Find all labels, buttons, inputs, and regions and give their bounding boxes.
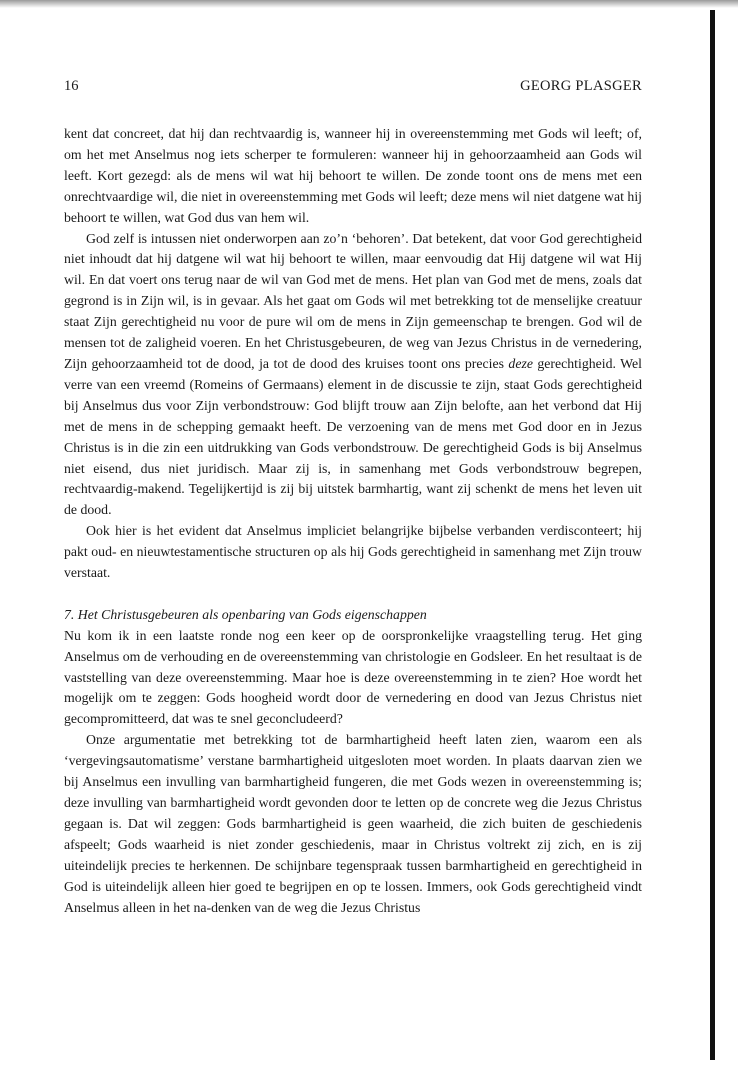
paragraph-2: [64, 229, 642, 522]
paragraph-5: Onze argumentatie met betrekking tot de barmhartigheid heeft laten zien, waarom een als ‘vergevingsautomatisme’ verstane barmhartigheid uitgesloten moet worden. In plaats daarvan zien we bij Anselmus een invulling van barmhartigheid fungeren, die met Gods wezen in overeenstemming is; deze invulling van barmhartigheid wordt gevonden door te letten op de concrete weg die Jezus Christus gegaan is. Dat wil zeggen: Gods barmhartigheid is geen waarheid, die zich buiten de geschiedenis afspeelt; Gods waarheid is niet zonder geschiedenis, maar in Christus voltrekt zij zich, en is zij uiteindelijk precies te herkennen. De schijnbare tegenspraak tussen barmhartigheid en gerechtigheid in God is uiteindelijk alleen hier goed te begrijpen en op te lossen. Immers, ook Gods gerechtigheid vindt Anselmus alleen in het na-denken van de weg die Jezus Christus: [64, 732, 642, 915]
paragraph-1: kent dat concreet, dat hij dan rechtvaardig is, wanneer hij in overeenstemming met Gods wil leeft; of, om het met Anselmus nog iets scherper te formuleren: wanneer hij in gehoorzaamheid aan Gods wil leeft. Kort gezegd: als de mens wil wat hij behoort te willen. De zonde toont ons de mens met een onrechtvaardige wil, die niet in overeenstemming met Gods wil leeft; deze mens wil niet datgene wat hij behoort te willen, wat God dus van hem wil.: [64, 126, 642, 225]
paragraph-2-part-1: God zelf is intussen niet onderworpen aan zo’n ‘behoren’. Dat betekent, dat voor God gerechtigheid niet inhoudt dat hij datgene wil wat hij behoort te willen, maar eenvoudig dat Hij datgene wil wat Hij wil. En dat voert ons terug naar de wil van God met de mens. Het plan van God met de mens, zoals dat gegrond is in Zijn wil, is in gevaar. Als het gaat om Gods wil met betrekking tot de menselijke creatuur staat Zijn gerechtigheid nu voor de pure wil om de mens in Zijn gemeenschap te brengen. God wil de mensen tot de zaligheid voeren. En het Christusgebeuren, de weg van Jezus Christus in de vernedering, Zijn gehoorzaamheid tot de dood, ja tot de dood des kruises toont ons precies: [64, 230, 642, 371]
section-heading: 7. Het Christusgebeuren als openbaring van Gods eigenschappen: [64, 606, 427, 622]
book-page: [64, 78, 642, 918]
scan-right-edge: [710, 10, 715, 1060]
paragraph-4: Nu kom ik in een laatste ronde nog een keer op de oorspronkelijke vraagstelling terug. Het ging Anselmus om de verhouding en de overeenstemming van christologie en Godsleer. En het resultaat is de vaststelling van deze overeenstemming. Maar hoe is deze overeenstemming in te zien? Hoe wordt het mogelijk om te zeggen: Gods hoogheid wordt door de vernedering en dood van Jezus Christus niet gecompromitteerd, dat was te snel geconcludeerd?: [64, 627, 642, 727]
body-text: [64, 124, 642, 918]
running-head: [64, 78, 642, 98]
emphasis-deze: deze: [508, 355, 533, 371]
page-number: 16: [64, 78, 79, 94]
paragraph-3: Ook hier is het evident dat Anselmus impliciet belangrijke bijbelse verbanden verdisconteert; hij pakt oud- en nieuwtestamentische structuren op als hij Gods gerechtigheid in samenhang met Zijn trouw verstaat.: [64, 523, 642, 581]
scan-top-edge: [0, 0, 738, 8]
running-head-author: GEORG PLASGER: [520, 78, 642, 94]
paragraph-2-part-2: gerechtigheid. Wel verre van een vreemd (Romeins of Germaans) element in de discussie te zijn, staat Gods gerechtigheid bij Anselmus dus voor Zijn verbondstrouw: God blijft trouw aan Zijn belofte, aan het verbond dat Hij met de mens in de schepping gemaakt heeft. De verzoening van de mens met God door en in Jezus Christus is in die zin een uitdrukking van Gods verbondstrouw. De gerechtigheid Gods is bij Anselmus niet eisend, dus niet juridisch. Maar zij is, in samenhang met Gods verbondstrouw begrepen, rechtvaardig-makend. Tegelijkertijd is zij bij uitstek barmhartig, want zij schenkt de mens het leven uit de dood.: [64, 355, 643, 518]
